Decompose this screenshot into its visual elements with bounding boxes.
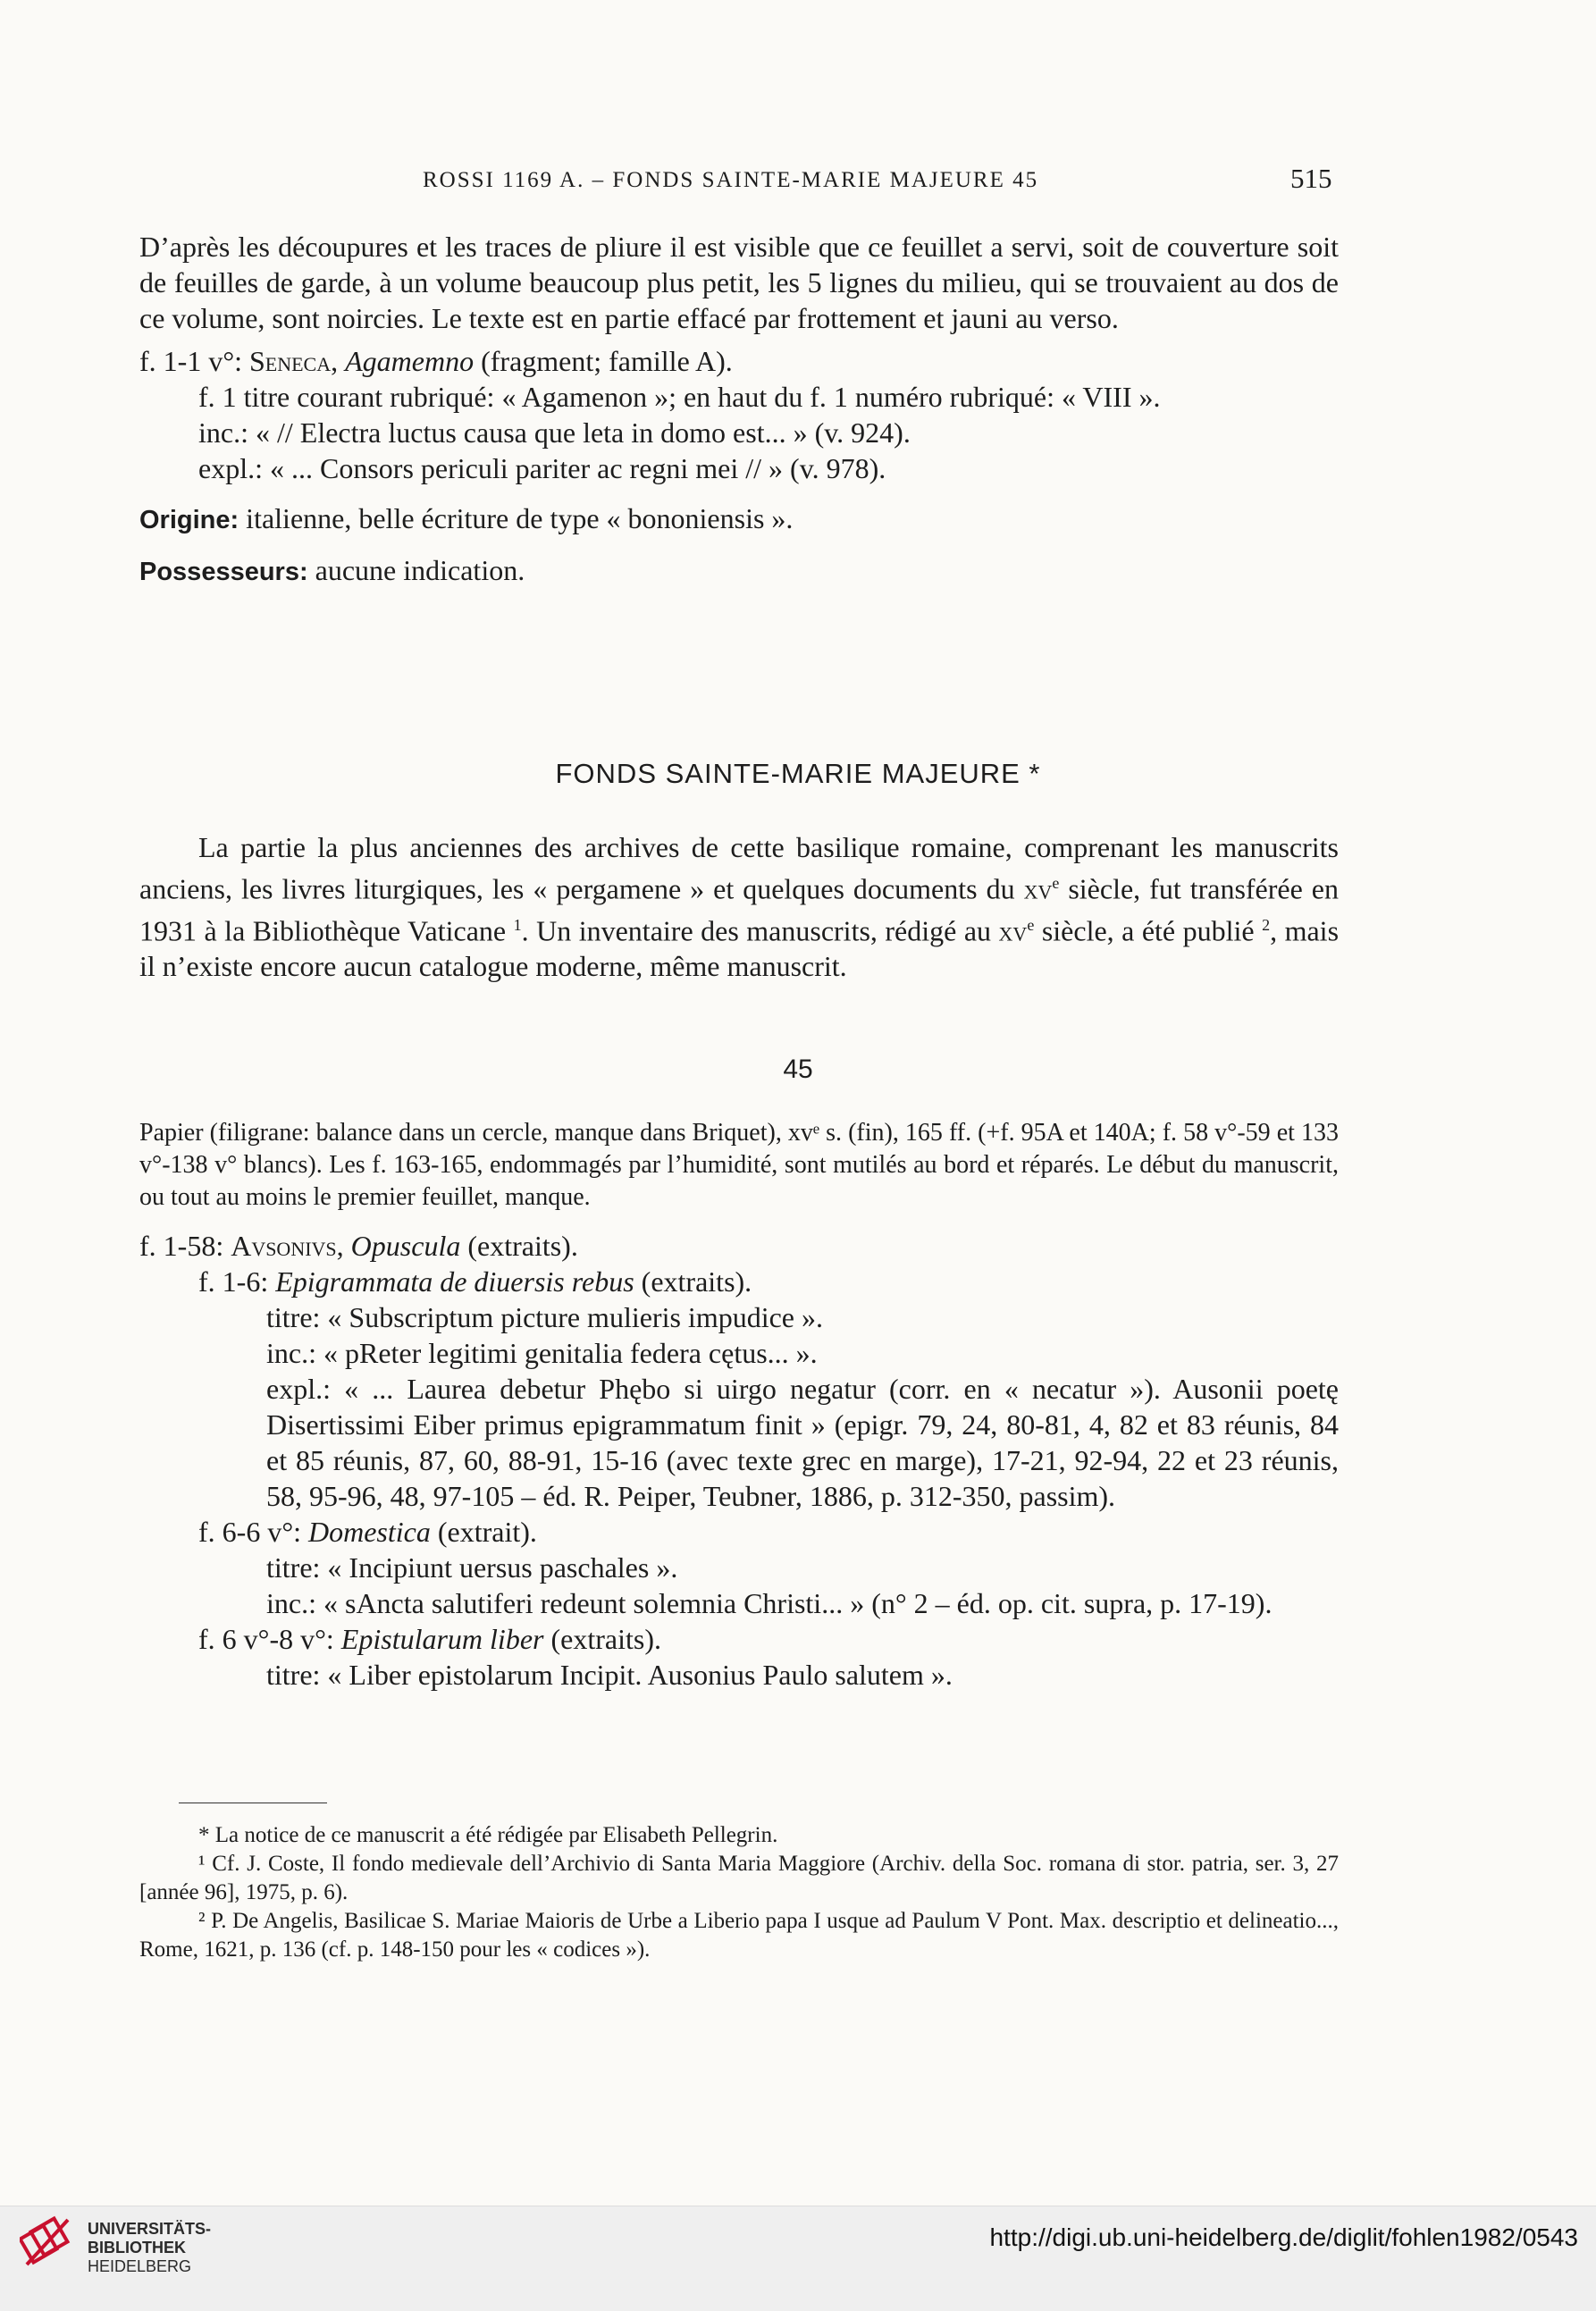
entry-seneca <box>139 343 1339 379</box>
footnote-1: ¹ Cf. J. Coste, Il fondo medievale dell’Archivio di Santa Maria Maggiore (Archiv. della Soc. romana di stor. patria, ser. 3, 27 [année 96], 1975, p. 6). <box>139 1852 1339 1904</box>
sub-entry-incipit: inc.: « sAncta salutiferi redeunt solemnia Christi... » (n° 2 – éd. op. cit. supra, p. 17-19). <box>266 1587 1273 1619</box>
heidelberg-library-logo-icon[interactable] <box>20 2214 75 2270</box>
footnote-mark-2: 2 <box>1262 915 1271 934</box>
entry-ref: f. 1-1 v°: <box>139 345 242 377</box>
manuscript-description: Papier (filigrane: balance dans un cercle, manque dans Briquet), xvᵉ s. (fin), 165 ff. (+f. 95A et 140A; f. 58 v°-59 et 133 v°-138 v° blancs). Les f. 163-165, endommagés par l’humidité, sont mutilés au bord et réparés. Le début du manuscrit, ou tout au moins le premier feuillet, manque. <box>139 1119 1339 1211</box>
work-title: Agamemno <box>345 345 475 377</box>
section-title: FONDS SAINTE-MARIE MAJEURE * <box>555 758 1041 789</box>
intro-paragraph: D’après les découpures et les traces de pliure il est visible que ce feuillet a servi, soit de couverture soit de feuilles de garde, à un volume beaucoup plus petit, les 5 lignes du milieu, qui se trouvaient au dos de ce volume, sont noircies. Le texte est en partie effacé par frottement et jauni au verso. <box>139 231 1339 334</box>
footer-bar <box>0 2206 1596 2311</box>
possesseurs-label: Possesseurs: <box>139 558 308 586</box>
footnote-2: ² P. De Angelis, Basilicae S. Mariae Maioris de Urbe a Liberio papa I usque ad Paulum V Pont. Max. descriptio et delineatio..., Rome, 1621, p. 136 (cf. p. 148-150 pour les « codices »). <box>139 1909 1339 1962</box>
entry-titre: f. 1 titre courant rubriqué: « Agamenon »; en haut du f. 1 numéro rubriqué: « VIII ». <box>198 381 1161 413</box>
work-title: Domestica <box>308 1516 431 1548</box>
sub-entry-domestica: f. 6-6 v°: Domestica (extrait). <box>198 1516 537 1548</box>
running-head: ROSSI 1169 A. – FONDS SAINTE-MARIE MAJEURE 45 <box>423 168 1039 192</box>
page-number: 515 <box>1290 163 1332 194</box>
work-title: Epistularum liber <box>340 1623 544 1655</box>
manuscript-block <box>139 1117 1339 1693</box>
entry-incipit: inc.: « // Electra luctus causa que leta in domo est... » (v. 924). <box>198 416 911 449</box>
footnotes <box>139 1821 1339 1964</box>
source-url-link[interactable]: http://digi.ub.uni-heidelberg.de/diglit/fohlen1982/0543 <box>989 2223 1578 2251</box>
author-name: Seneca, <box>249 345 339 377</box>
sub-entry-titre: titre: « Subscriptum picture mulieris impudice ». <box>266 1301 823 1333</box>
sub-entry-titre: titre: « Incipiunt uersus paschales ». <box>266 1551 678 1584</box>
sub-entry-incipit: inc.: « pReter legitimi genitalia federa cętus... ». <box>266 1337 818 1369</box>
entry-explicit: expl.: « ... Consors periculi pariter ac regni mei // » (v. 978). <box>198 452 886 484</box>
entry-ausonius: f. 1-58: Avsonivs, Opuscula (extraits). <box>139 1230 578 1262</box>
footnote-mark-1: 1 <box>513 915 522 934</box>
section-paragraph: La partie la plus anciennes des archives de cette basilique romaine, comprenant les manuscrits anciens, les livres liturgiques, les « pergamene » et quelques documents du $xv^e$ siècle, fut transférée en 1931 à la Bibliothèque Vaticane $^1$. Un inventaire des manuscrits, rédigé au $xv^e$ siècle, a été publié $^2$, mais il n’existe encore aucun catalogue moderne, même manuscrit. <box>139 831 1340 983</box>
possesseurs-line <box>139 552 1339 590</box>
library-name: UNIVERSITÄTS- BIBLIOTHEK HEIDELBERG <box>88 2220 212 2275</box>
sub-entry-explicit: expl.: « ... Laurea debetur Phębo si uirgo negatur (corr. en « necatur »). Ausonii poetę Disertissimi Eiber primus epigrammatum finit » (epigr. 79, 24, 80-81, 4, 82 et 83 réunis, 84 et 85 réunis, 87, 60, 88-91, 15-16 (avec texte grec en marge), 17-21, 92-94, 22 et 23 réunis, 58, 95-96, 48, 97-105 – éd. R. Peiper, Teubner, 1886, p. 312-350, passim). <box>266 1373 1339 1512</box>
origine-line <box>139 500 1339 538</box>
footnote-star: * La notice de ce manuscrit a été rédigée par Elisabeth Pellegrin. <box>198 1823 778 1847</box>
origine-label: Origine: <box>139 506 239 534</box>
origine-text: italienne, belle écriture de type « bononiensis ». <box>246 502 794 534</box>
possesseurs-text: aucune indication. <box>315 554 525 586</box>
intro-block <box>139 229 1339 590</box>
sub-entry-titre: titre: « Liber epistolarum Incipit. Ausonius Paulo salutem ». <box>266 1659 953 1691</box>
sub-entry-epigrammata: f. 1-6: Epigrammata de diuersis rebus (extraits). <box>198 1265 752 1298</box>
entry-note: (fragment; famille A). <box>481 345 733 377</box>
work-title: Opuscula <box>350 1230 461 1262</box>
sub-entry-epistularum: f. 6 v°-8 v°: Epistularum liber (extraits). <box>198 1623 661 1655</box>
author-name: Avsonivs, <box>231 1230 344 1262</box>
manuscript-number: 45 <box>783 1055 813 1084</box>
work-title: Epigrammata de diuersis rebus <box>275 1265 634 1298</box>
section-intro-block <box>139 829 1339 984</box>
